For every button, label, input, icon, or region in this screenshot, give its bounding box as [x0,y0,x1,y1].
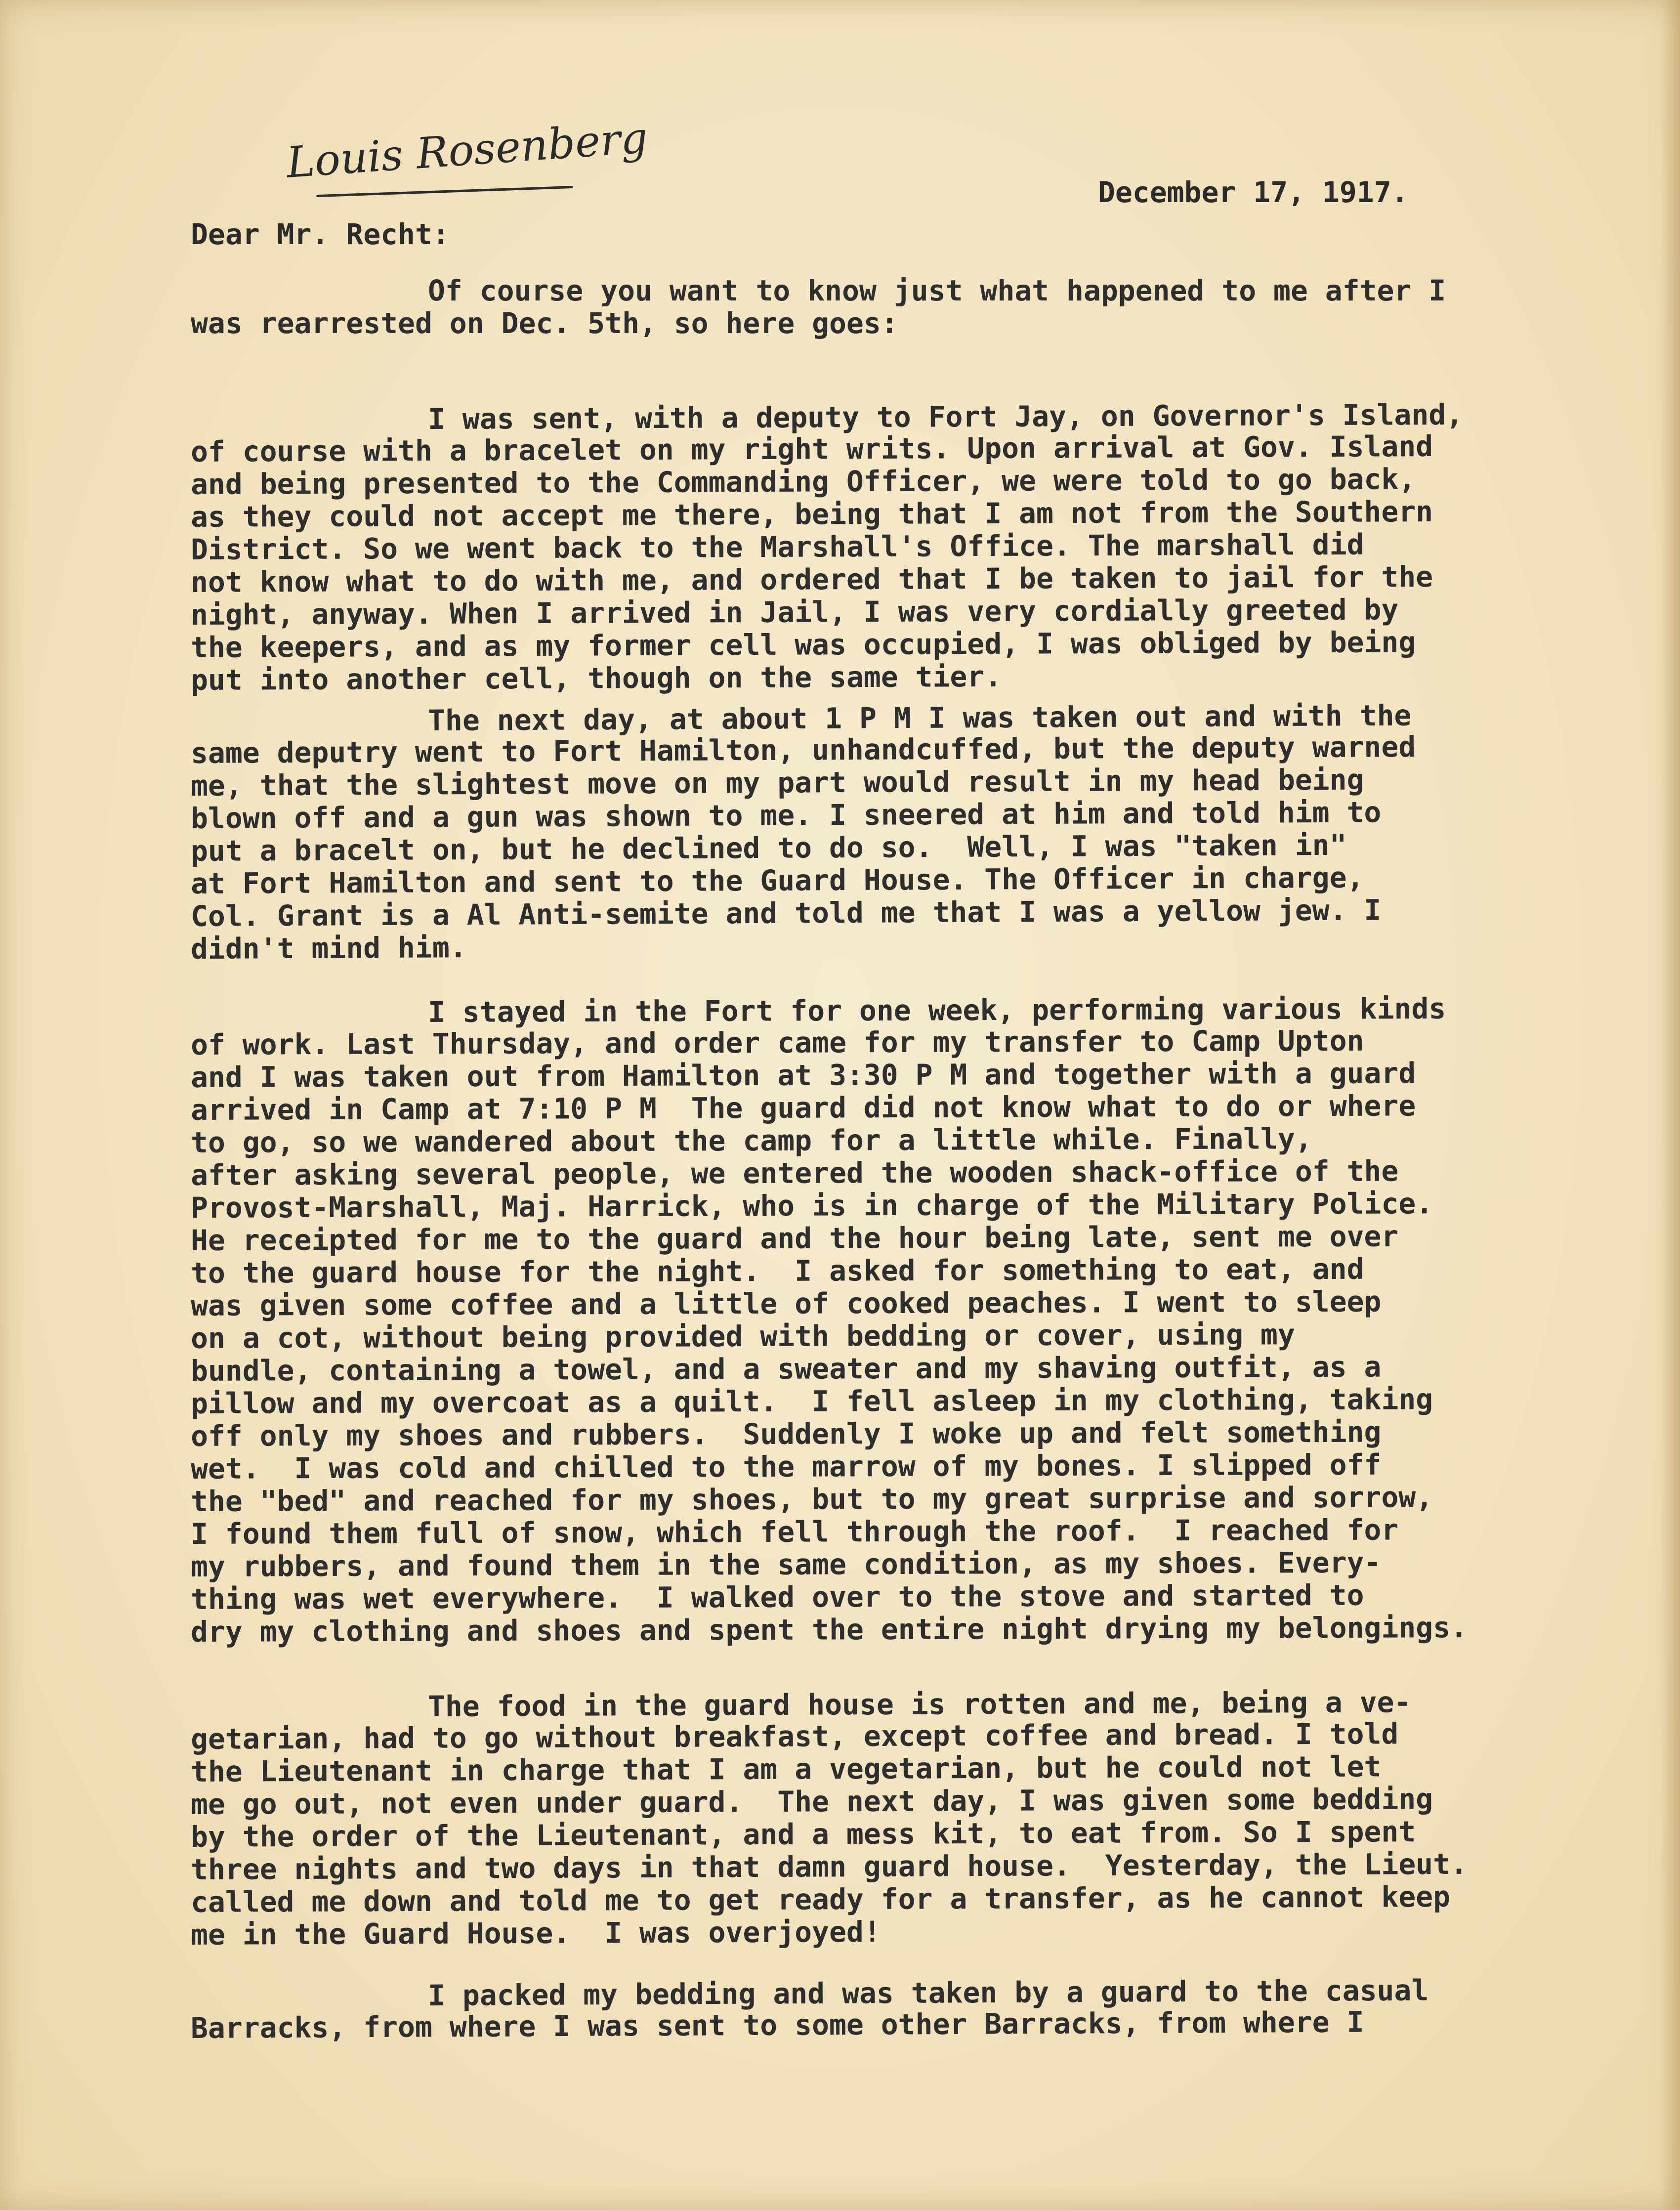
letter-line: called me down and told me to get ready for a transfer, as he cannot keep [190,1879,1451,1919]
letter-line: after asking several people, we entered the wooden shack-office of the [190,1154,1399,1192]
letter-line: to the guard house for the night. I asked for something to eat, and [190,1252,1364,1290]
letter-line: at Fort Hamilton and sent to the Guard House. The Officer in charge, [190,860,1364,900]
letter-line: He receipted for me to the guard and the hour being late, sent me over [190,1219,1399,1257]
letter-line: and I was taken out from Hamilton at 3:30 P M and together with a guard [190,1056,1416,1094]
letter-line: by the order of the Lieutenant, and a mess kit, to eat from. So I spent [190,1815,1416,1854]
letter-line: The food in the guard house is rotten and me, being a ve- [427,1685,1412,1723]
letter-line: my rubbers, and found them in the same condition, as my shoes. Every- [190,1545,1382,1583]
letter-line: The next day, at about 1 P M I was taken out and with the [427,698,1412,737]
salutation: Dear Mr. Recht: [191,217,450,251]
letter-line: I packed my bedding and was taken by a guard to the casual [427,1973,1429,2012]
letter-date: December 17, 1917. [1098,175,1409,209]
letter-line: was rearrested on Dec. 5th, so here goes: [191,306,898,340]
letter-line: arrived in Camp at 7:10 P M The guard did not know what to do or where [190,1089,1416,1127]
letter-line: of course with a bracelet on my right writs. Upon arrival at Gov. Island [190,429,1433,468]
letter-line: was given some coffee and a little of cooked peaches. I went to sleep [190,1284,1382,1322]
letter-line: of work. Last Thursday, and order came for my transfer to Camp Upton [190,1023,1364,1062]
letter-line: put a bracelt on, but he declined to do so. Well, I was "taken in" [190,828,1347,868]
letter-line: not know what to do with me, and ordered that I be taken to jail for the [190,560,1433,599]
handwritten-signature: Louis Rosenberg [285,113,650,188]
letter-line: Barracks, from where I was sent to some other Barracks, from where I [190,2005,1364,2045]
letter-line: me in the Guard House. I was overjoyed! [190,1914,881,1952]
letter-line: wet. I was cold and chilled to the marrow of my bones. I slipped off [190,1447,1382,1486]
letter-line: the keepers, and as my former cell was occupied, I was obliged by being [190,625,1416,664]
letter-line: didn't mind him. [190,931,467,966]
letter-line: me go out, not even under guard. The next day, I was given some bedding [190,1782,1433,1821]
letter-line: the Lieutenant in charge that I am a vegetarian, but he could not let [190,1749,1382,1788]
letter-line: the "bed" and reached for my shoes, but to my great surprise and sorrow, [190,1480,1433,1518]
letter-line: same deputry went to Fort Hamilton, unhandcuffed, but the deputy warned [190,730,1416,770]
letter-line: dry my clothing and shoes and spent the entire night drying my belongings. [190,1610,1468,1649]
letter-line: District. So we went back to the Marshall's Office. The marshall did [190,527,1364,566]
letter-line: night, anyway. When I arrived in Jail, I was very cordially greeted by [190,593,1399,632]
letter-line: put into another cell, though on the same tier. [190,659,1002,697]
letter-line: blown off and a gun was shown to me. I sneered at him and told him to [190,795,1382,835]
letter-line: thing was wet everywhere. I walked over to the stove and started to [190,1578,1364,1616]
letter-line: on a cot, without being provided with bedding or cover, using my [190,1318,1295,1355]
letter-line: as they could not accept me there, being that I am not from the Southern [190,495,1433,534]
letter-line: Provost-Marshall, Maj. Harrick, who is in charge of the Military Police. [190,1187,1433,1225]
letter-line: three nights and two days in that damn guard house. Yesterday, the Lieut. [190,1847,1468,1886]
letter-line: and being presented to the Commanding Officer, we were told to go back, [190,462,1416,501]
letter-line: to go, so we wandered about the camp for a little while. Finally, [190,1122,1312,1159]
letter-line: Of course you want to know just what happened to me after I [428,274,1446,307]
letter-line: I was sent, with a deputy to Fort Jay, on Governor's Island, [427,397,1464,436]
letter-line: Col. Grant is a Al Anti-semite and told me that I was a yellow jew. I [190,893,1382,933]
letter-line: off only my shoes and rubbers. Suddenly I woke up and felt something [190,1415,1382,1453]
letter-line: me, that the slightest move on my part would result in my head being [190,763,1364,803]
letter-line: pillow and my overcoat as a quilt. I fell asleep in my clothing, taking [190,1382,1433,1420]
letter-line: I stayed in the Fort for one week, performing various kinds [427,991,1446,1029]
letter-line: I found them full of snow, which fell through the roof. I reached for [190,1513,1399,1551]
letter-line: bundle, containing a towel, and a sweater and my shaving outfit, as a [190,1350,1382,1388]
letter-line: getarian, had to go without breakfast, except coffee and bread. I told [190,1717,1399,1756]
